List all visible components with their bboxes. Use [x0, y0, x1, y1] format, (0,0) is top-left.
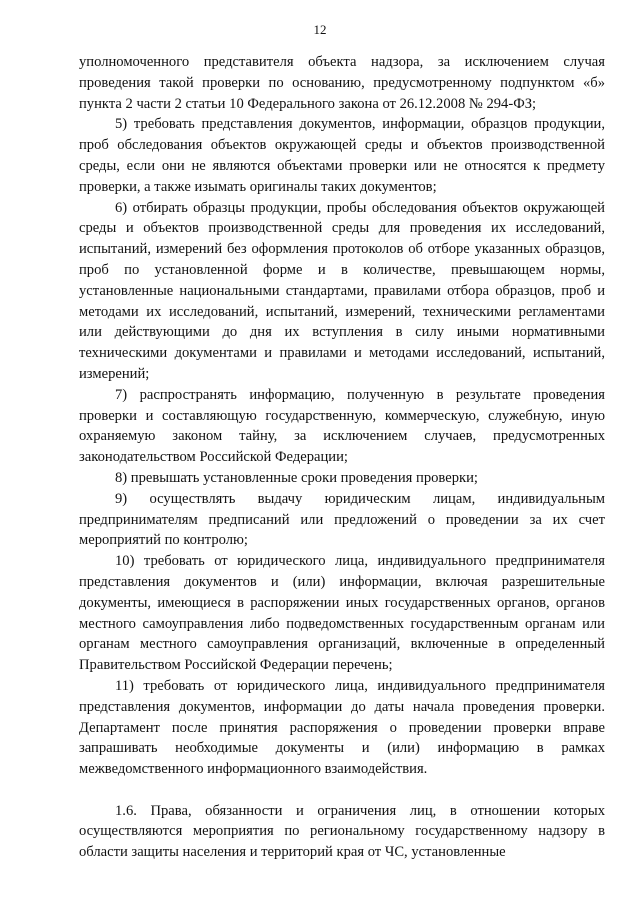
page-number: 12	[313, 22, 327, 37]
paragraph-continuation: уполномоченного представителя объекта надзора, за исключением случая проведения такой проверки по основанию, предусмотренному подпунктом «б» пункта 2 части 2 статьи 10 Федерального закона от 26.12.2008 № 294-ФЗ;	[79, 54, 605, 112]
paragraph-item-6: 6) отбирать образцы продукции, пробы обследования объектов окружающей среды и объектов производственной среды для проведения их исследований, испытаний, измерений без оформления протоколов об отборе указанных образцов, проб по установленной форме и в количестве, превышающем нормы, установленные национальными стандартами, правилами отбора образцов, проб и методами их исследований, испытаний, измерений, техническими регламентами или действующими до дня их вступления в силу иными нормативными техническими документами и правилами и методами исследований, испытаний, измерений;	[79, 199, 605, 382]
paragraph-item-11: 11) требовать от юридического лица, индивидуального предпринимателя представления документов, информации до даты начала проведения проверки. Департамент после принятия распоряжения о проведении проверки вправе запрашивать необходимые документы и (или) информацию в рамках межведомственного информационного взаимодействия.	[79, 677, 605, 778]
document-body	[79, 52, 605, 863]
paragraph-item-10: 10) требовать от юридического лица, индивидуального предпринимателя представления документов и (или) информации, включая разрешительные документы, имеющиеся в распоряжении иных государственных органов, органов местного самоуправления либо подведомственных государственным органам или органам местного самоуправления организаций, включенные в определенный Правительством Российской Федерации перечень;	[79, 553, 605, 674]
paragraph-section-1-6: 1.6. Права, обязанности и ограничения лиц, в отношении которых осуществляются мероприятия по региональному государственному надзору в области защиты населения и территорий края от ЧС, установленные	[79, 802, 605, 861]
paragraph-item-8: 8) превышать установленные сроки проведения проверки;	[115, 469, 478, 486]
paragraph-item-5: 5) требовать представления документов, информации, образцов продукции, проб обследования объектов окружающей среды и объектов производственной среды, если они не являются объектами проверки или не относятся к предмету проверки, а также изымать оригиналы таких документов;	[79, 116, 605, 195]
paragraph-item-9: 9) осуществлять выдачу юридическим лицам, индивидуальным предпринимателям предписаний или предложений о проведении за их счет мероприятий по контролю;	[79, 490, 605, 549]
paragraph-item-7: 7) распространять информацию, полученную в результате проведения проверки и составляющую государственную, коммерческую, служебную, иную охраняемую законом тайну, за исключением случаев, предусмотренных законодательством Российской Федерации;	[79, 386, 605, 466]
